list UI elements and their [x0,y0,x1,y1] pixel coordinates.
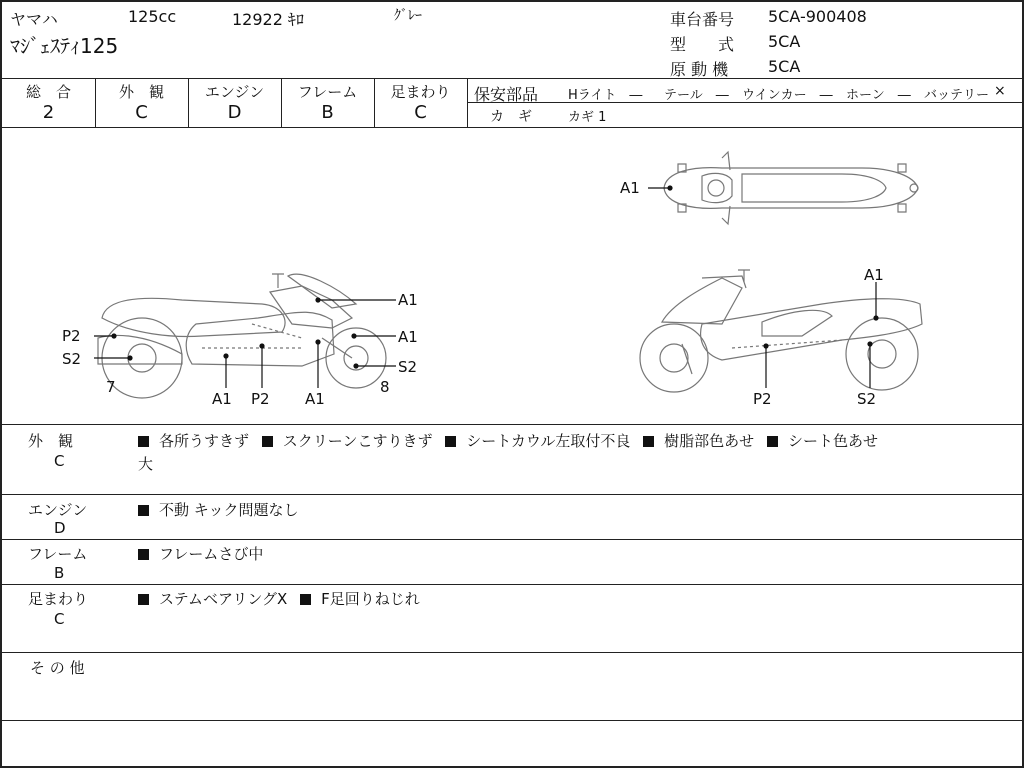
note: 不動 キック問題なし [159,501,299,519]
section-other-title: そ の 他 [30,659,85,677]
safety-winker: ウインカー ― [742,88,833,103]
grade-overall-value: 2 [42,102,55,123]
section-engine-grade: D [54,519,66,537]
label-left-a1-mid: A1 [398,328,418,346]
frame-no-label: 車台番号 [670,10,735,29]
safety-title: 保安部品 [474,85,539,104]
color: ｸﾞﾚｰ [394,8,422,24]
maker: ヤマハ [10,10,58,29]
grade-suspension-label: 足まわり [390,83,451,101]
label-left-num7: 7 [106,378,116,396]
key-value: カギ 1 [568,110,607,125]
safety-battery: バッテリー [924,88,990,103]
section-engine-notes [138,499,298,520]
section-suspension-title: 足まわり [28,590,89,608]
grade-frame-value: B [321,102,334,123]
grade-suspension-value: C [414,102,427,123]
safety-battery-mark: × [994,83,1006,99]
label-left-bottom-a1: A1 [212,390,232,408]
type-value: 5CA [768,32,801,51]
displacement: 125cc [128,7,177,26]
note: フレームさび中 [159,545,264,563]
grade-exterior-value: C [135,102,148,123]
mileage: 12922 ｷﾛ [232,10,304,29]
note: スクリーンこすりきず [282,432,433,450]
label-left-s2-front: S2 [398,358,418,376]
grade-engine-value: D [227,102,242,123]
section-frame-title: フレーム [28,545,88,563]
safety-horn: ホーン ― [846,88,911,103]
section-exterior-grade: C [54,452,65,470]
label-right-a1: A1 [864,266,884,284]
section-frame-grade: B [54,564,65,582]
label-left-a1-upper: A1 [398,291,418,309]
label-left-bottom-p2: P2 [251,390,270,408]
label-left-bottom-a1b: A1 [305,390,325,408]
model-name: ﾏｼﾞｪｽﾃｨ125 [10,34,119,58]
top-view-scooter [664,152,918,224]
key-label: カ ギ [490,109,532,125]
safety-taillight: テール ― [664,88,729,103]
label-left-p2: P2 [62,327,81,345]
safety-headlight: Hライト ― [568,88,643,103]
grade-frame-label: フレーム [297,83,358,101]
note: 各所うすきず [159,432,250,450]
type-label: 型 式 [670,35,735,54]
section-exterior-continuation: 大 [138,455,154,473]
section-suspension-notes [138,588,420,609]
engine-value: 5CA [768,57,801,76]
section-exterior-title: 外 観 [28,432,74,450]
section-engine-title: エンジン [28,501,88,519]
section-exterior-notes [138,430,878,451]
label-right-s2: S2 [857,390,877,408]
note: ステムベアリングX [159,590,288,608]
note: シート色あせ [787,432,878,450]
label-top-a1: A1 [620,179,640,197]
right-side-scooter [640,270,922,392]
label-right-p2: P2 [753,390,772,408]
scooter-damage-diagram [2,128,1022,424]
section-frame-notes [138,543,263,564]
frame-no: 5CA-900408 [768,7,867,26]
label-left-s2: S2 [62,350,82,368]
note: シートカウル左取付不良 [466,432,631,450]
note: F足回りねじれ [321,590,420,608]
section-suspension-grade: C [54,610,65,628]
engine-label: 原 動 機 [670,60,729,79]
grade-exterior-label: 外 観 [118,83,164,101]
grade-engine-label: エンジン [204,83,265,101]
note: 樹脂部色あせ [664,432,755,450]
label-left-num8: 8 [380,378,390,396]
grade-overall-label: 総 合 [25,83,71,101]
left-side-scooter [98,274,386,398]
